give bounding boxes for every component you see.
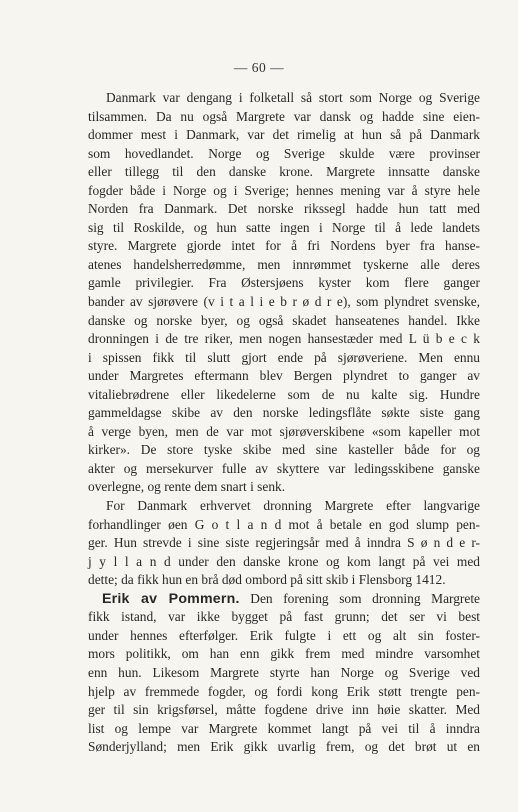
text-line: Sønderjylland; men Erik gikk uvarlig frem, og det brøt ut en	[88, 739, 480, 755]
text-line: Norden fra Danmark. Det norske rikssegl hadde hun tatt med	[88, 201, 480, 217]
text-line: kirker». De store tyske skibe med sine kasteller både for og	[88, 442, 480, 458]
text-line	[88, 590, 480, 609]
text-line: fikk istand, var ikke bygget på fast grunn; det ser vi best	[88, 609, 480, 625]
text-line: ger til sin krigsførsel, måtte fogdene drive inn høie skatter. Med	[88, 702, 480, 718]
text-line: j y l l a n d under den danske krone og kom langt på vei med	[88, 553, 480, 569]
section-heading: Erik av Pommern.	[102, 590, 240, 607]
text-line: danske og norske byer, og også skadet hanseatenes handel. Ikke	[88, 312, 480, 328]
text-line: ger. Hun strevde i sine siste regjeringsår med å inndra S ø n d e r-	[88, 535, 480, 551]
paragraph	[88, 497, 480, 590]
text-line: list og lempe var Margrete kommet langt på vei til å inndra	[88, 720, 480, 736]
text-line: tilsammen. Da nu også Margrete var dansk og hadde sine eien-	[88, 108, 480, 124]
paragraph	[88, 590, 480, 757]
text-line-rest: Den forening som dronning Margrete	[250, 590, 480, 606]
paragraph	[88, 89, 480, 497]
text-line: akter og mersekurver fulle av skyttere var ledingsskibene ganske	[88, 460, 480, 476]
text-line: bander av sjørøvere (v i t a l i e b r ø d r e), som plyndret svenske,	[88, 294, 480, 310]
text-line: hjelp av fremmede fogder, og fordi kong Erik støtt trengte pen-	[88, 683, 480, 699]
text-line: i spissen fikk til slutt gjort ende på sjørøveriene. Men ennu	[88, 349, 480, 365]
text-line: dette; da fikk hun en brå død ombord på sitt skib i Flensborg 1412.	[88, 572, 446, 588]
text-line: atenes handelsherredømme, men innrømmet tyskerne alle deres	[88, 256, 480, 272]
text-line: under hennes efterfølger. Erik fulgte i ett og alt sin foster-	[88, 627, 480, 643]
text-line: styre. Margrete gjorde intet for å fri Nordens byer fra hanse-	[88, 238, 480, 254]
text-line: dommer mest i Danmark, var det rimelig at hun så på Danmark	[88, 127, 480, 143]
text-line: gamle privilegier. Fra Østersjøens kyster kom flere ganger	[88, 275, 480, 291]
text-line: eller tillegg til den danske krone. Margrete innsatte danske	[88, 164, 480, 180]
text-line: Danmark var dengang i folketall så stort som Norge og Sverige	[106, 90, 480, 105]
text-line: forhandlinger øen G o t l a n d mot å betale en god slump pen-	[88, 516, 480, 532]
text-line: vitaliebrødrene eller likedelerne som de nu kalte sig. Hundre	[88, 386, 480, 402]
text-line: fogder både i Norge og i Sverige; hennes mening var å styre hele	[88, 182, 480, 198]
text-line: under Margretes eftermann blev Bergen plyndret to ganger av	[88, 368, 480, 384]
text-line: dronningen i de tre riker, men nogen hansestæder med L ü b e c k	[88, 331, 480, 347]
text-line: å verge byen, men de var mot sjørøverskibene «som kapeller mot	[88, 423, 480, 439]
text-line: sig til Roskilde, og hun satte ingen i Norge til å lede landets	[88, 219, 480, 235]
text-line: gammeldagse skibe av den norske ledingsflåte søkte siste gang	[88, 405, 480, 421]
text-line: For Danmark erhvervet dronning Margrete efter langvarige	[106, 498, 480, 514]
page-number: — 60 —	[233, 60, 285, 75]
text-line: overlegne, og rente dem snart i senk.	[88, 479, 286, 495]
body-text	[88, 89, 480, 757]
text-line: mors politikk, om han enn gikk frem med mindre varsomhet	[88, 646, 480, 662]
text-line: enn hun. Likesom Margrete styrte han Norge og Sverige ved	[88, 664, 480, 680]
text-line: som hovedlandet. Norge og Sverige skulde være provinser	[88, 145, 480, 161]
